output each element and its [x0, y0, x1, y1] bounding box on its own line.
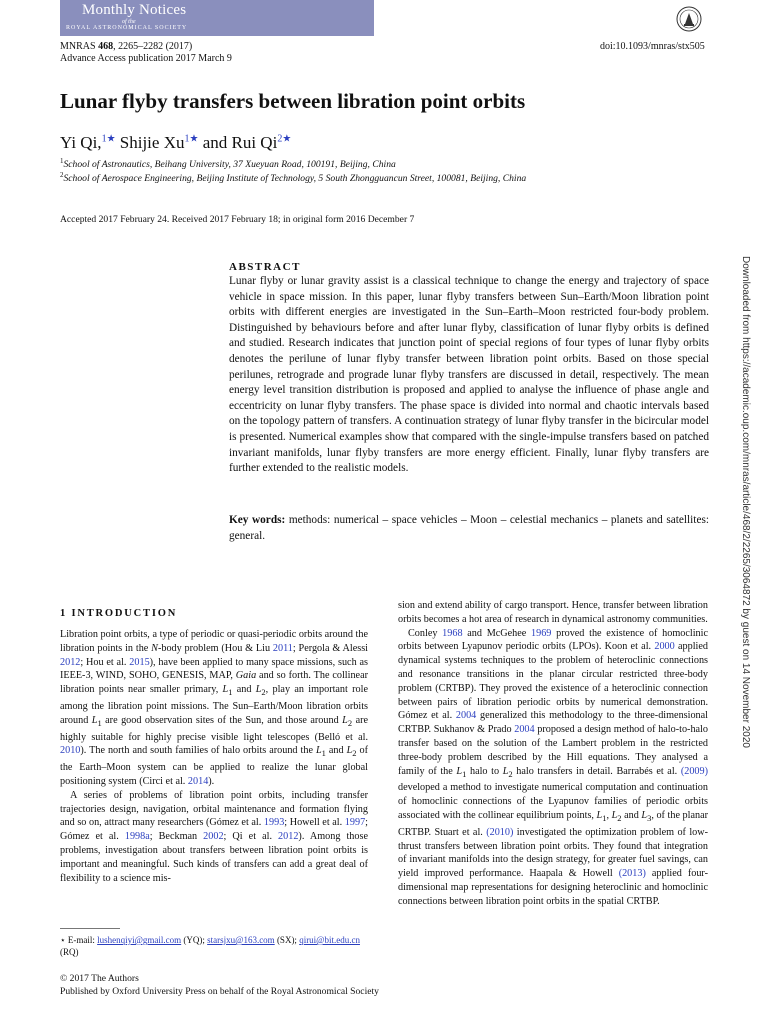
journal-of: of the: [122, 19, 136, 25]
italic-text: L: [315, 745, 322, 757]
text-run: A series of problems of libration point orbits, including transfer trajectories design, navigation, orbital maintenance and formation flying and so on, attract many researchers (Gómez et al.: [60, 789, 368, 829]
italic-text: L: [641, 809, 648, 821]
text-run: and: [325, 745, 347, 757]
copyright: [60, 972, 379, 998]
text-run: ; Qi et al.: [223, 831, 279, 843]
subscript: 1: [228, 687, 233, 698]
keywords-list: methods: numerical – space vehicles – Moon – celestial mechanics – planets and satellites: general.: [229, 514, 709, 542]
citation-link[interactable]: 2014: [187, 776, 209, 788]
citation-link[interactable]: (2013): [618, 868, 646, 880]
citation-link[interactable]: 1998a: [124, 831, 150, 843]
text-run: proposed a design method of halo-to-halo transfer based on the solution of the Lambert problem in the restricted three-body problem described by the Hill equations. They analysed a family of the: [398, 724, 708, 777]
text-run: ,: [606, 809, 612, 821]
subscript: 1: [602, 813, 607, 824]
email-link[interactable]: lushenqiyi@gmail.com: [97, 935, 182, 945]
advance-access: Advance Access publication 2017 March 9: [60, 53, 232, 64]
volume-number: 468: [98, 41, 114, 52]
italic-text: L: [255, 684, 262, 696]
italic-text: L: [222, 684, 229, 696]
email-link[interactable]: starsjxu@163.com: [207, 935, 275, 945]
italic-text: L: [456, 765, 463, 777]
citation-link[interactable]: 2012: [60, 656, 81, 668]
italic-text: L: [342, 714, 348, 726]
section-heading: 1 INTRODUCTION: [60, 608, 178, 619]
text-run: ). The north and south families of halo orbits around the: [80, 745, 316, 757]
paragraph: [60, 628, 368, 789]
citation-line: MNRAS 468, 2265–2282 (2017): [60, 41, 193, 52]
author-marker[interactable]: 1★: [101, 133, 116, 145]
italic-text: L: [91, 714, 98, 726]
text-run: are highly suitable for highly precise visible light telescopes (Belló et al.: [60, 714, 369, 743]
text-run: are good observation sites of the Sun, and those around: [101, 714, 343, 726]
article-dates: Accepted 2017 February 24. Received 2017 February 18; in original form 2016 December 7: [60, 214, 415, 225]
text-run: generalized this methodology to the three-dimensional CRTBP. Sukhanov & Prado: [398, 710, 708, 736]
text-run: sion and extend ability of cargo transport. Hence, transfer between libration orbits becomes a hot area of research in dynamical astronomy communities.: [398, 600, 708, 625]
footnote-divider: [60, 928, 120, 929]
keywords-label: Key words:: [229, 514, 286, 526]
paragraph: [60, 789, 368, 886]
citation-block: [60, 41, 232, 65]
citation-link[interactable]: 2012: [278, 831, 299, 843]
text-run: proved the existence of homoclinic orbits between Lyapunov periodic orbits (LPOs). Koon et al.: [398, 627, 708, 653]
author-marker[interactable]: 1★: [184, 133, 199, 145]
subscript: 2: [261, 687, 266, 698]
citation-link[interactable]: 2010: [60, 745, 81, 757]
journal-banner: [60, 0, 374, 36]
author-marker[interactable]: 2★: [277, 133, 292, 145]
text-run: ; Beckman: [149, 831, 204, 843]
text-run: halo to: [466, 765, 503, 777]
citation-link[interactable]: 2004: [514, 724, 535, 736]
publisher-line: Published by Oxford University Press on behalf of the Royal Astronomical Society: [60, 986, 379, 997]
text-run: ; Hou et al.: [80, 656, 130, 668]
citation-link[interactable]: (2010): [486, 826, 514, 838]
article-title: Lunar flyby transfers between libration point orbits: [60, 89, 526, 113]
text-run: ), have been applied to many space missions, such as IEEE-3, WIND, SOHO, GENESIS, MAP,: [60, 656, 368, 682]
text-run: Libration point orbits, a type of periodic or quasi-periodic orbits around the libration points in the: [60, 629, 368, 654]
author-name: Yi Qi,: [60, 133, 102, 152]
paragraph: [398, 627, 708, 909]
subscript: 1: [321, 748, 326, 759]
subscript: 3: [647, 813, 652, 824]
italic-text: L: [611, 809, 618, 821]
text-run: halo transfers in detail. Barrabés et al.: [512, 765, 681, 777]
text-run: ; Gómez et al.: [60, 817, 368, 843]
italic-text: L: [596, 809, 603, 821]
email-link[interactable]: qirui@bit.edu.cn: [299, 935, 360, 945]
citation-link[interactable]: 2015: [129, 656, 150, 668]
left-column: [60, 628, 368, 885]
subscript: 2: [352, 748, 357, 759]
author-name: Shijie Xu: [115, 133, 185, 152]
text-run: Conley: [408, 627, 443, 639]
text-run: and McGehee: [462, 627, 532, 639]
citation-link[interactable]: 2004: [455, 710, 477, 722]
text-run: investigated the optimization problem of low-thrust transfers between libration point orbits. They found that integration of invariant manifolds into the design strategy, for greater fuel savings, can yield improved performance. Haapala & Howell: [398, 826, 708, 880]
author-list: [60, 133, 291, 153]
doi[interactable]: doi:10.1093/mnras/stx505: [600, 41, 705, 52]
citation-link[interactable]: 2011: [272, 642, 293, 654]
text-run: ; Howell et al.: [284, 817, 345, 829]
author-name: and Rui Qi: [198, 133, 278, 152]
keywords: [229, 513, 709, 544]
text-run: and so forth. The collinear libration points near smaller primary,: [60, 670, 368, 696]
abstract-text: Lunar flyby or lunar gravity assist is a classical technique to change the energy and trajectory of space vehicle in space mission. In this paper, lunar flyby transfers between Sun–Earth/Moon libration point orbits with different energies are investigated in the Sun–Earth–Moon restricted four-body problem. Distinguished by behaviours before and after lunar flyby, classification of lunar flyby orbits is defined and studied. Research indicates that junction point of special regions of four types of lunar flyby orbits denotes the perilune of lunar flyby transfer between libration point orbits. Based on those special perilunes, retrograde and prograde lunar flyby transfers are discussed in detail, respectively. The mean energy level transition distribution is proposed and applied to analyse the influence of phase angle and eccentricity on lunar flyby transfers. The phase space is divided into normal and chaotic intervals based on the topology pattern of transfers. A continuation strategy of lunar flyby transfer in the bicircular model is presented. Numerical examples show that compared with the single-impulse transfers based on patched invariant manifolds, lunar flyby transfers are more energy efficient. Finally, lunar flyby transfers are further extended to the realistic models.: [229, 275, 709, 475]
subscript: 1: [97, 717, 102, 728]
citation-link[interactable]: 2000: [654, 641, 675, 653]
journal-society: ROYAL ASTRONOMICAL SOCIETY: [66, 25, 188, 31]
text-run: -body problem (Hou & Liu: [157, 642, 273, 654]
text-run: and: [232, 684, 256, 696]
text-run: ).: [208, 776, 215, 788]
text-run: , of the planar CRTBP. Stuart et al.: [398, 809, 709, 838]
subscript: 2: [508, 768, 513, 779]
citation-link[interactable]: 1969: [531, 627, 552, 639]
subscript: 1: [462, 768, 467, 779]
italic-text: Gaia: [235, 670, 257, 682]
citation-link[interactable]: 1997: [344, 817, 366, 829]
citation-link[interactable]: 1993: [263, 817, 285, 829]
citation-link[interactable]: 2002: [203, 831, 224, 843]
text-run: applied four-dimensional map representations for designing heteroclinic and homoclinic connections between libration point orbits in the spatial CRTBP.: [398, 868, 708, 907]
subscript: 2: [617, 813, 622, 824]
text-run: applied dynamical systems techniques to the problem of heteroclinic connections and resonance transitions in the planar circular restricted three-body problem (CRTBP). They proved the existence of a heteroclinic connection between pairs of libration periodic orbits by numerical demonstration. Gómez et al.: [398, 641, 708, 722]
affiliation: $^2$School of Aerospace Engineering, Beijing Institute of Technology, 5 South Zhongguancun Street, 100081, Beijing, China: [60, 171, 527, 185]
copyright-line: © 2017 The Authors: [60, 973, 139, 984]
italic-text: L: [502, 765, 509, 777]
paragraph: [398, 599, 708, 627]
text-run: , play an important role among the libration point missions. The Sun–Earth/Moon libration orbits around: [60, 684, 368, 726]
download-note: Downloaded from https://academic.oup.com/mnras/article/468/2/2265/3064872 by guest on 14 November 2020: [740, 256, 751, 748]
text-run: ; Pergola & Alessi: [292, 642, 368, 654]
right-column: [398, 599, 708, 909]
affiliation: $^1$School of Astronautics, Beihang University, 37 Xueyuan Road, 100191, Beijing, China: [60, 157, 396, 171]
text-run: ). Among those problems, investigation about transfers between libration point orbits is important and meaningful. Such kinds of transfers can add a great deal of flexibility to a science mis-: [60, 831, 368, 884]
abstract-heading: ABSTRACT: [229, 261, 301, 273]
journal-name: Monthly Notices: [82, 2, 187, 18]
subscript: 2: [347, 717, 353, 728]
italic-text: N: [151, 642, 158, 654]
footnote: ⋆ E-mail: lushenqiyi@gmail.com (YQ); starsjxu@163.com (SX); qirui@bit.edu.cn (RQ): [60, 935, 360, 957]
text-run: of the Earth–Moon system can be applied to realize the lunar global positioning system (Circi et al.: [60, 745, 368, 788]
text-run: and: [621, 809, 642, 821]
citation-link[interactable]: (2009): [680, 765, 709, 777]
text-run: developed a method to investigate numerical computation and continuation of homoclinic connections of the Lyapunov families of periodic orbits associated with the collinear equilibrium points,: [398, 782, 708, 821]
citation-link[interactable]: 1968: [442, 627, 463, 639]
society-crest-icon: [676, 6, 702, 32]
italic-text: L: [346, 745, 353, 757]
